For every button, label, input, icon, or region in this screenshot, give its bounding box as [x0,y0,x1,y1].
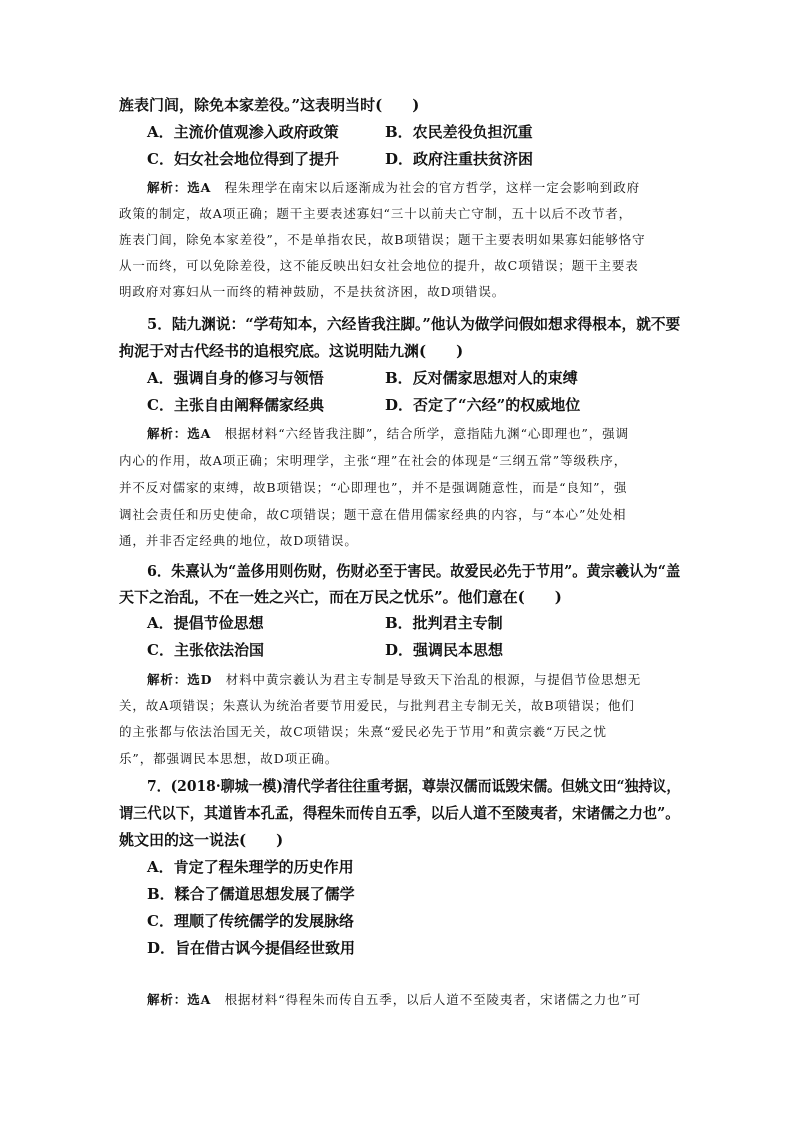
q5-analysis-line: 内心的作用，故A项正确；宋明理学，主张“理”在社会的体现是“三纲五常”等级秩序， [119,453,628,468]
q4-analysis-line: 旌表门闾，除免本家差役”，不是单指农民，故B项错误；题干主要表明如果寡妇能够恪守 [119,232,646,247]
q5-option-b: B．反对儒家思想对人的束缚 [385,369,578,387]
q6-stem-line: 天下之治乱，不在一姓之兴亡，而在万民之忧乐”。他们意在( ) [119,588,562,606]
analysis-answer-label: 解析：选D [147,672,213,687]
q5-analysis-line: 调社会责任和历史使命，故C项错误；题干意在借用儒家经典的内容，与“本心”处处相 [119,507,627,522]
q7-option-d: D．旨在借古讽今提倡经世致用 [147,939,356,957]
q7-option-c: C．理顺了传统儒学的发展脉络 [147,912,354,930]
q6-analysis-line: 乐”，都强调民本思想，故D项正确。 [119,751,339,766]
q5-stem-line: 5．陆九渊说：“学苟知本，六经皆我注脚。”他认为做学问假如想求得根本，就不要 [147,315,681,333]
q6-option-d: D．强调民本思想 [385,641,504,659]
q5-analysis-line: 通，并非否定经典的地位，故D项错误。 [119,533,358,548]
q4-stem-tail: 旌表门闾，除免本家差役。”这表明当时( ) [119,96,420,114]
analysis-text: 程朱理学在南宋以后逐渐成为社会的官方哲学，这样一定会影响到政府 [211,180,641,195]
q6-option-b: B．批判君主专制 [385,614,503,632]
q5-option-d: D．否定了“六经”的权威地位 [385,396,581,414]
q7-option-a: A．肯定了程朱理学的历史作用 [147,858,354,876]
analysis-text: 根据材料“得程朱而传自五季，以后人道不至陵夷者，宋诸儒之力也”可 [211,992,642,1007]
analysis-answer-label: 解析：选A [147,180,212,195]
q4-option-a: A．主流价值观渗入政府政策 [147,123,339,141]
q4-analysis-line [147,178,640,198]
q5-analysis-line: 并不反对儒家的束缚，故B项错误；“心即理也”，并不是强调随意性，而是“良知”，强 [119,480,628,495]
q7-analysis-line [147,990,641,1010]
analysis-answer-label: 解析：选A [147,992,212,1007]
analysis-text: 根据材料“六经皆我注脚”，结合所学，意指陆九渊“心即理也”，强调 [211,426,629,441]
q5-option-a: A．强调自身的修习与领悟 [147,369,324,387]
q6-analysis-line: 的主张都与依法治国无关，故C项错误；朱熹“爱民必先于节用”和黄宗羲“万民之忧 [119,724,607,739]
q4-analysis-line: 政策的制定，故A项正确；题干主要表述寡妇“三十以前夫亡守制，五十以后不改节者， [119,206,633,221]
q5-analysis-line [147,424,629,444]
q5-stem-line: 拘泥于对古代经书的追根究底。这说明陆九渊( ) [119,342,464,360]
q4-option-d: D．政府注重扶贫济困 [385,150,534,168]
q6-analysis-line [147,670,641,690]
q5-option-c: C．主张自由阐释儒家经典 [147,396,324,414]
q7-stem-line: 姚文田的这一说法( ) [119,831,284,849]
q6-analysis-line: 关，故A项错误；朱熹认为统治者要节用爱民，与批判君主专制无关，故B项错误；他们 [119,698,635,713]
q4-analysis-line: 明政府对寡妇从一而终的精神鼓励，不是扶贫济困，故D项错误。 [119,284,506,299]
q4-analysis-line: 从一而终，可以免除差役，这不能反映出妇女社会地位的提升，故C项错误；题干主要表 [119,258,639,273]
q7-stem-line: 7．(2018·聊城一模)清代学者往往重考据，尊崇汉儒而诋毁宋儒。但姚文田“独持议， [147,777,681,795]
q6-option-c: C．主张依法治国 [147,641,264,659]
q7-option-b: B．糅合了儒道思想发展了儒学 [147,885,355,903]
q7-stem-line: 谓三代以下，其道皆本孔孟，得程朱而传自五季，以后人道不至陵夷者，宋诸儒之力也”。 [119,804,680,822]
q6-stem-line: 6．朱熹认为“盖侈用则伤财，伤财必至于害民。故爱民必先于节用”。黄宗羲认为“盖 [147,562,681,580]
analysis-answer-label: 解析：选A [147,426,212,441]
q4-option-b: B．农民差役负担沉重 [385,123,533,141]
q4-option-c: C．妇女社会地位得到了提升 [147,150,339,168]
q6-option-a: A．提倡节俭思想 [147,614,264,632]
analysis-text: 材料中黄宗羲认为君主专制是导致天下治乱的根源，与提倡节俭思想无 [212,672,642,687]
